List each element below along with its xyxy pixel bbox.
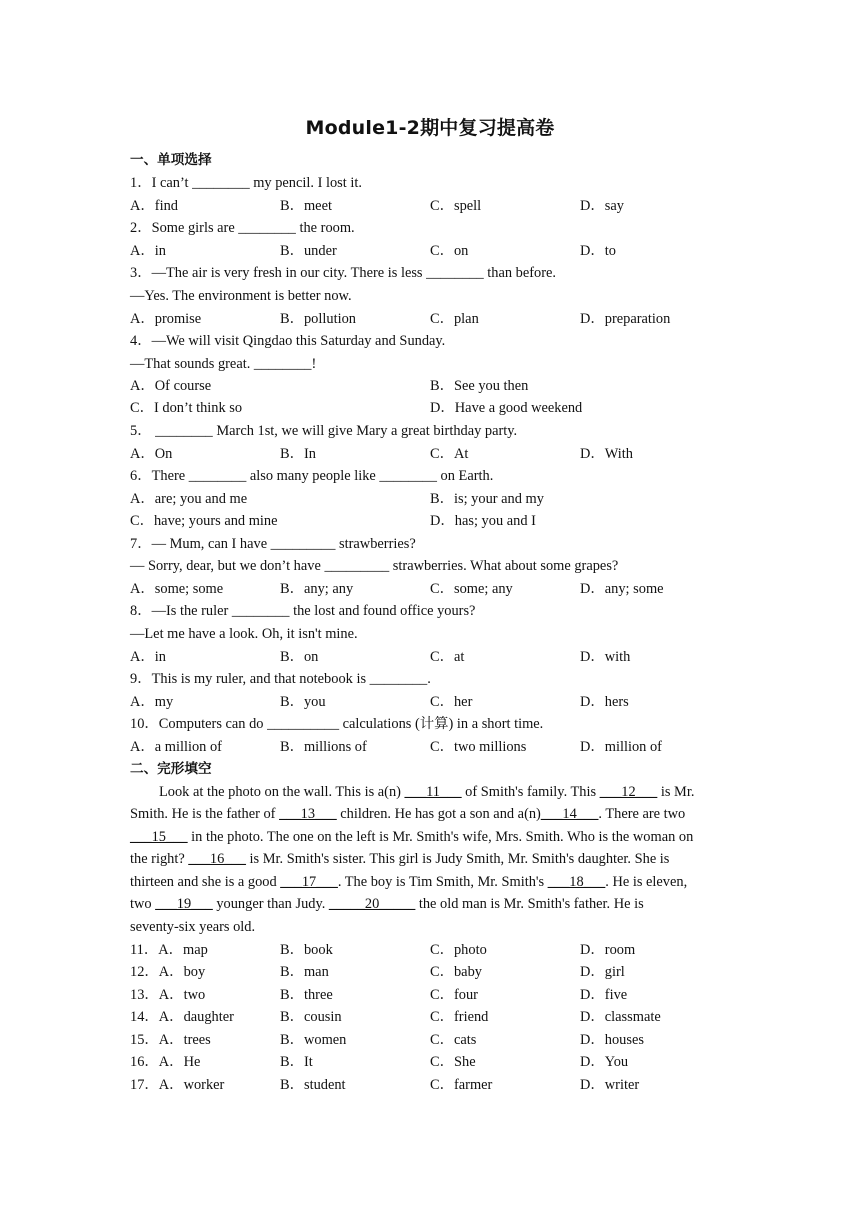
- question-1-option-b: B．meet: [280, 198, 332, 214]
- question-9-option-c: C．her: [430, 694, 473, 710]
- question-3-reply: —Yes. The environment is better now.: [130, 288, 352, 304]
- question-5-option-d: D．With: [580, 446, 633, 462]
- question-6-option-d: D．has; you and I: [430, 513, 536, 529]
- question-1-option-a: A．find: [130, 198, 178, 214]
- question-12-option-a: 12．A．boy: [130, 964, 206, 980]
- blank-15: ___15___: [130, 829, 188, 845]
- question-1-option-c: C．spell: [430, 198, 482, 214]
- question-4-option-d: D．Have a good weekend: [430, 400, 583, 416]
- question-5-option-b: B．In: [280, 446, 316, 462]
- question-9-option-a: A．my: [130, 694, 174, 710]
- question-2-stem: 2．Some girls are ________ the room.: [130, 220, 355, 236]
- question-15-option-d: D．houses: [580, 1032, 644, 1048]
- cloze-passage-line-7: seventy-six years old.: [130, 919, 256, 935]
- question-2-option-b: B．under: [280, 243, 337, 259]
- question-13-option-c: C．four: [430, 987, 478, 1003]
- question-14-option-b: B．cousin: [280, 1009, 342, 1025]
- question-4-stem: 4．—We will visit Qingdao this Saturday and Sunday.: [130, 333, 446, 349]
- section-heading-single-choice: 一、单项选择: [130, 152, 212, 168]
- question-10-option-a: A．a million of: [130, 739, 222, 755]
- blank-17: ___17___: [280, 874, 338, 890]
- question-11-option-d: D．room: [580, 942, 636, 958]
- question-2-option-d: D．to: [580, 243, 616, 259]
- cloze-passage-line-3: ___15___ in the photo. The one on the left is Mr. Smith's wife, Mrs. Smith. Who is the woman on: [130, 829, 694, 845]
- question-14-option-d: D．classmate: [580, 1009, 661, 1025]
- question-13-option-a: 13．A．two: [130, 987, 206, 1003]
- question-15-option-b: B．women: [280, 1032, 347, 1048]
- question-7-option-d: D．any; some: [580, 581, 664, 597]
- question-7-stem: 7．— Mum, can I have _________ strawberries?: [130, 536, 416, 552]
- cloze-passage-line-2: Smith. He is the father of ___13___ children. He has got a son and a(n)___14___. There are two: [130, 806, 686, 822]
- question-5-option-a: A．On: [130, 446, 173, 462]
- question-2-option-a: A．in: [130, 243, 166, 259]
- blank-20: _____20_____: [328, 896, 416, 912]
- cloze-passage-line-6: two ___19___ younger than Judy. _____20_____ the old man is Mr. Smith's father. He is: [130, 896, 644, 912]
- cloze-passage-line-1: Look at the photo on the wall. This is a(n) ___11___ of Smith's family. This ___12___ is Mr.: [159, 784, 695, 800]
- question-13-option-b: B．three: [280, 987, 333, 1003]
- question-15-option-c: C．cats: [430, 1032, 477, 1048]
- question-17-option-b: B．student: [280, 1077, 346, 1093]
- question-11-option-c: C．photo: [430, 942, 487, 958]
- blank-19: ___19___: [155, 896, 213, 912]
- question-8-option-c: C．at: [430, 649, 465, 665]
- question-3-option-a: A．promise: [130, 311, 202, 327]
- question-4-reply: —That sounds great. ________!: [130, 356, 317, 372]
- question-11-option-a: 11．A．map: [130, 942, 208, 958]
- blank-18: ___18___: [547, 874, 606, 890]
- question-8-option-d: D．with: [580, 649, 631, 665]
- question-17-option-c: C．farmer: [430, 1077, 493, 1093]
- blank-12: ___12___: [599, 784, 658, 800]
- question-11-option-b: B．book: [280, 942, 333, 958]
- question-3-option-c: C．plan: [430, 311, 479, 327]
- question-12-option-c: C．baby: [430, 964, 482, 980]
- question-12-option-b: B．man: [280, 964, 329, 980]
- question-1-stem: 1．I can’t ________ my pencil. I lost it.: [130, 175, 362, 191]
- question-10-stem: 10．Computers can do __________ calculations (计算) in a short time.: [130, 716, 544, 732]
- question-9-option-b: B．you: [280, 694, 326, 710]
- question-16-option-d: D．You: [580, 1054, 629, 1070]
- question-8-option-a: A．in: [130, 649, 166, 665]
- question-1-option-d: D．say: [580, 198, 624, 214]
- question-16-option-a: 16．A．He: [130, 1054, 201, 1070]
- question-17-option-a: 17．A．worker: [130, 1077, 225, 1093]
- question-3-stem: 3．—The air is very fresh in our city. There is less ________ than before.: [130, 265, 557, 281]
- question-13-option-d: D．five: [580, 987, 628, 1003]
- blank-16: ___16___: [188, 851, 246, 867]
- question-2-option-c: C．on: [430, 243, 469, 259]
- question-6-option-b: B．is; your and my: [430, 491, 544, 507]
- question-14-option-a: 14．A．daughter: [130, 1009, 234, 1025]
- question-7-option-c: C．some; any: [430, 581, 513, 597]
- blank-13: ___13___: [279, 806, 337, 822]
- question-12-option-d: D．girl: [580, 964, 625, 980]
- question-3-option-b: B．pollution: [280, 311, 356, 327]
- question-8-stem: 8．—Is the ruler ________ the lost and found office yours?: [130, 603, 476, 619]
- cloze-passage-line-4: the right? ___16___ is Mr. Smith's sister. This girl is Judy Smith, Mr. Smith's daughter. She is: [130, 851, 670, 867]
- cloze-passage-line-5: thirteen and she is a good ___17___. The boy is Tim Smith, Mr. Smith's ___18___. He is eleven,: [130, 874, 688, 890]
- question-4-option-b: B．See you then: [430, 378, 529, 394]
- question-8-reply: —Let me have a look. Oh, it isn't mine.: [130, 626, 358, 642]
- question-7-option-b: B．any; any: [280, 581, 354, 597]
- question-4-option-c: C．I don’t think so: [130, 400, 243, 416]
- question-7-reply: — Sorry, dear, but we don’t have _________ strawberries. What about some grapes?: [130, 558, 619, 574]
- question-10-option-c: C．two millions: [430, 739, 527, 755]
- question-4-option-a: A．Of course: [130, 378, 212, 394]
- question-3-option-d: D．preparation: [580, 311, 671, 327]
- question-10-option-d: D．million of: [580, 739, 662, 755]
- question-15-option-a: 15．A．trees: [130, 1032, 211, 1048]
- question-16-option-c: C．She: [430, 1054, 476, 1070]
- section-heading-cloze: 二、完形填空: [130, 761, 212, 777]
- question-6-stem: 6．There ________ also many people like ________ on Earth.: [130, 468, 494, 484]
- question-6-option-a: A．are; you and me: [130, 491, 248, 507]
- blank-14: ___14___: [540, 806, 599, 822]
- question-10-option-b: B．millions of: [280, 739, 367, 755]
- question-6-option-c: C．have; yours and mine: [130, 513, 278, 529]
- page-title: Module1-2期中复习提高卷: [305, 117, 555, 139]
- question-14-option-c: C．friend: [430, 1009, 489, 1025]
- question-5-option-c: C．At: [430, 446, 469, 462]
- blank-11: ___11___: [404, 784, 462, 800]
- question-5-stem: 5． ________ March 1st, we will give Mary a great birthday party.: [130, 423, 518, 439]
- question-9-stem: 9．This is my ruler, and that notebook is ________.: [130, 671, 431, 687]
- question-16-option-b: B．It: [280, 1054, 313, 1070]
- question-8-option-b: B．on: [280, 649, 319, 665]
- question-9-option-d: D．hers: [580, 694, 629, 710]
- question-17-option-d: D．writer: [580, 1077, 640, 1093]
- question-7-option-a: A．some; some: [130, 581, 224, 597]
